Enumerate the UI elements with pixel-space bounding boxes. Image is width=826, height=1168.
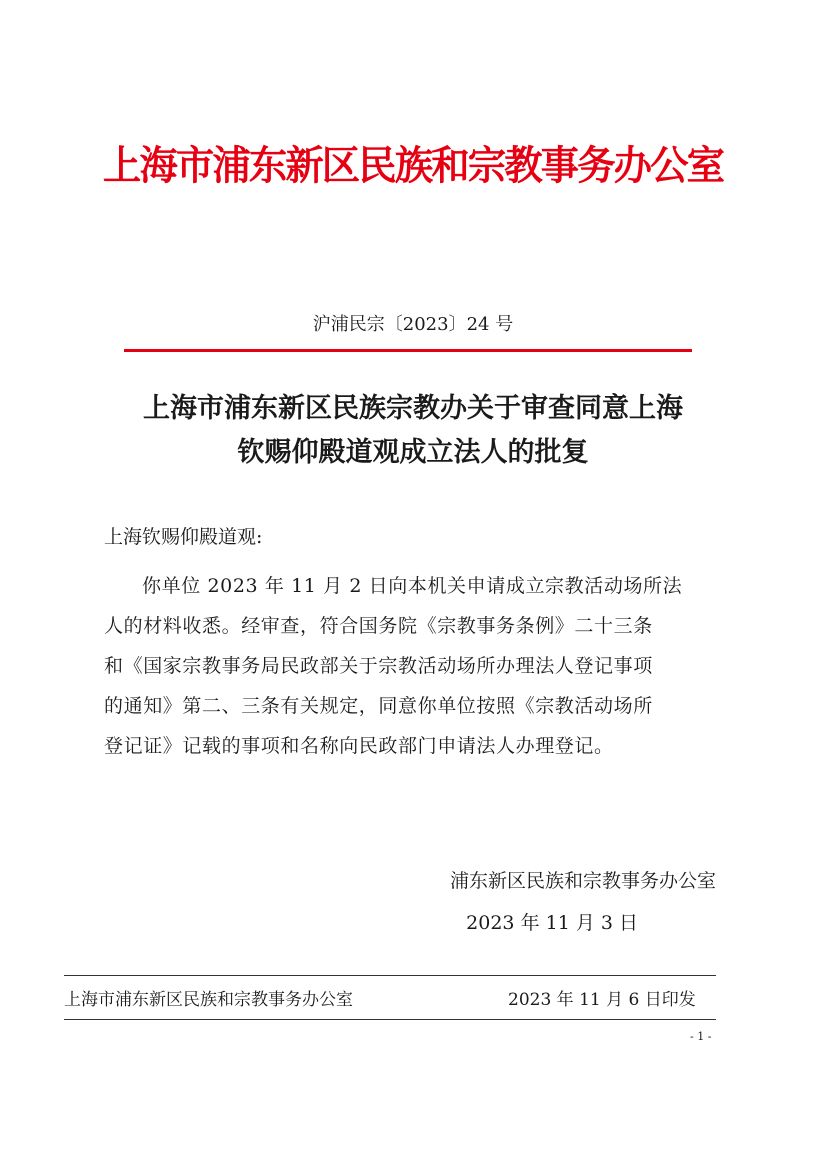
title-line-1: 上海市浦东新区民族宗教办关于审查同意上海 [143, 393, 683, 424]
footer-print-date: 2023 年 11 月 6 日印发 [508, 990, 696, 1010]
body-line: 你单位 2023 年 11 月 2 日向本机关申请成立宗教活动场所法 [142, 575, 683, 597]
footer-issuer: 上海市浦东新区民族和宗教事务办公室 [64, 990, 353, 1010]
body-line: 人的材料收悉。经审查，符合国务院《宗教事务条例》二十三条 [104, 615, 653, 637]
title-line-2: 钦赐仰殿道观成立法人的批复 [237, 437, 589, 468]
body-line: 登记证》记载的事项和名称向民政部门申请法人办理登记。 [104, 735, 614, 757]
page-number: - 1 - [690, 1030, 712, 1043]
document-number: 沪浦民宗〔2023〕24 号 [312, 314, 514, 335]
signature-date: 2023 年 11 月 3 日 [466, 912, 638, 934]
body-paragraph [104, 566, 730, 766]
body-line: 的通知》第二、三条有关规定，同意你单位按照《宗教活动场所 [104, 695, 653, 717]
body-line: 和《国家宗教事务局民政部关于宗教活动场所办理法人登记事项 [104, 655, 653, 677]
signature-org: 浦东新区民族和宗教事务办公室 [449, 870, 716, 892]
footer-bottom-rule [64, 1019, 716, 1020]
issuing-authority-header: 上海市浦东新区民族和宗教事务办公室 [102, 143, 724, 189]
footer-top-rule [64, 975, 716, 976]
signature-block [450, 860, 716, 944]
document-title [100, 387, 726, 475]
recipient: 上海钦赐仰殿道观: [104, 526, 263, 548]
red-divider-line [124, 349, 692, 352]
